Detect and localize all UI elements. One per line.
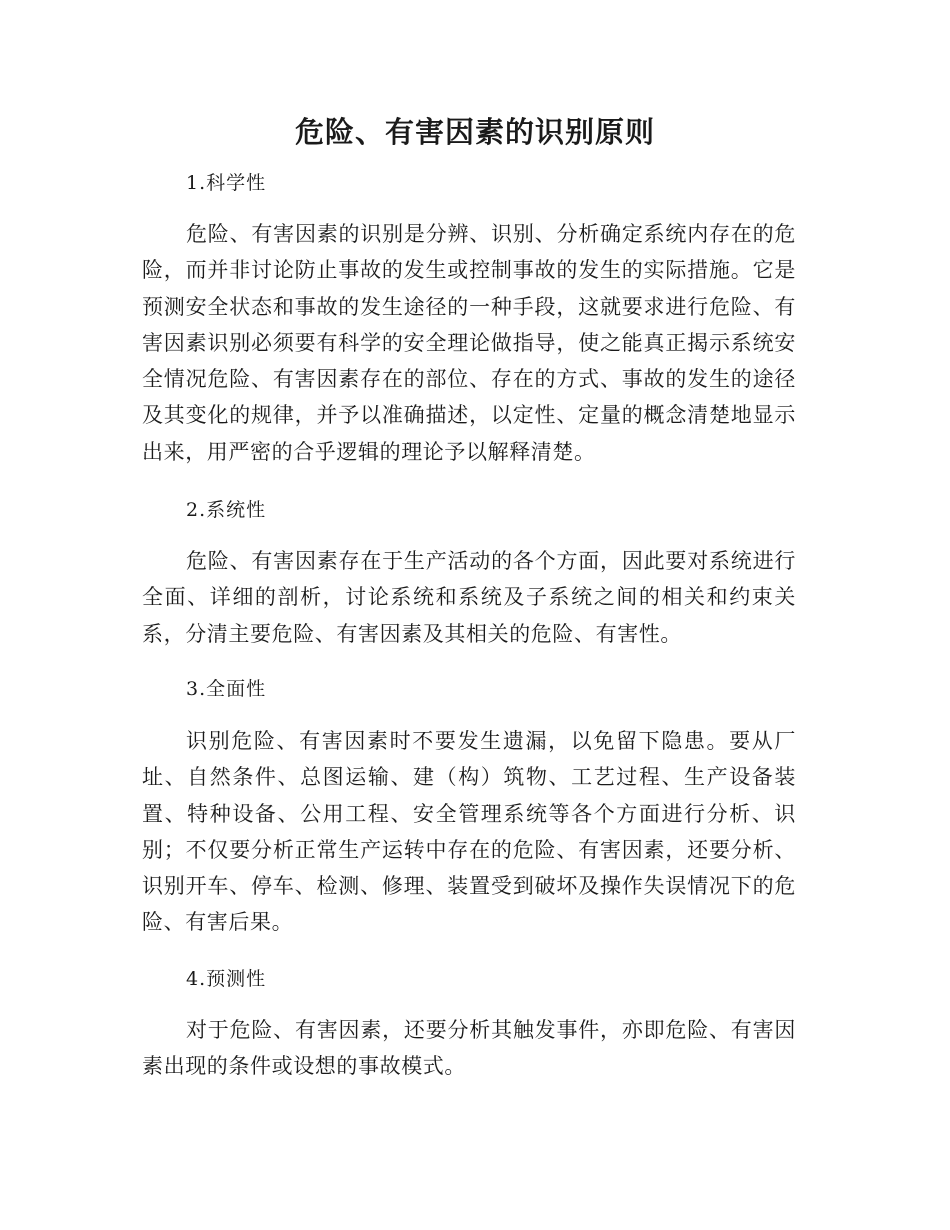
section-heading-systematic: 2.系统性 [186, 499, 267, 521]
document-title: 危险、有害因素的识别原则 [294, 115, 655, 149]
section-body-predictive: 对于危险、有害因素，还要分析其触发事件，亦即危险、有害因素出现的条件或设想的事故模式。 [142, 1018, 796, 1079]
section-body-comprehensive: 识别危险、有害因素时不要发生遗漏，以免留下隐患。要从厂址、自然条件、总图运输、建（构）筑物、工艺过程、生产设备装置、特种设备、公用工程、安全管理系统等各个方面进行分析、识别；不仅要分析正常生产运转中存在的危险、有害因素，还要分析、识别开车、停车、检测、修理、装置受到破坏及操作失误情况下的危险、有害后果。 [142, 729, 796, 935]
section-heading-scientific: 1.科学性 [186, 172, 267, 194]
section-body-systematic: 危险、有害因素存在于生产活动的各个方面，因此要对系统进行全面、详细的剖析，讨论系统和系统及子系统之间的相关和约束关系，分清主要危险、有害因素及其相关的危险、有害性。 [142, 549, 796, 646]
section-heading-predictive: 4.预测性 [186, 968, 267, 990]
section-heading-comprehensive: 3.全面性 [186, 678, 267, 700]
section-body-scientific: 危险、有害因素的识别是分辨、识别、分析确定系统内存在的危险，而并非讨论防止事故的发生或控制事故的发生的实际措施。它是预测安全状态和事故的发生途径的一种手段，这就要求进行危险、有害因素识别必须要有科学的安全理论做指导，使之能真正揭示系统安全情况危险、有害因素存在的部位、存在的方式、事故的发生的途径及其变化的规律，并予以准确描述，以定性、定量的概念清楚地显示出来，用严密的合乎逻辑的理论予以解释清楚。 [142, 222, 796, 464]
